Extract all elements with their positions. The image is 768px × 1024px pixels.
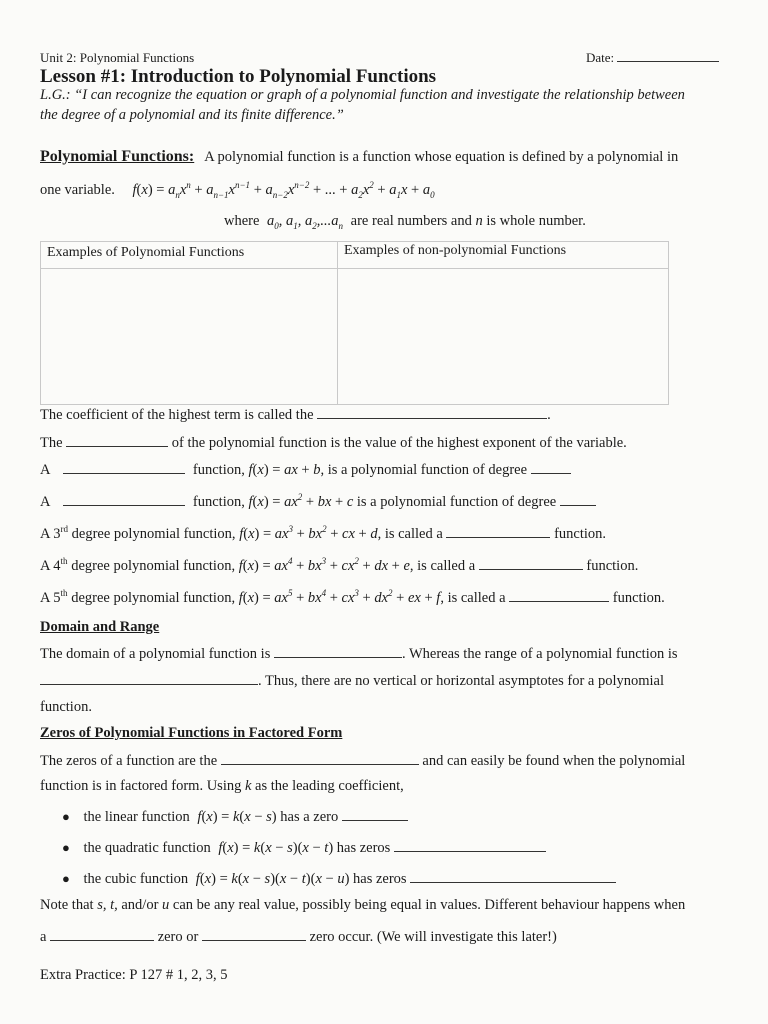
linear-formula: f	[248, 462, 253, 478]
date-blank[interactable]	[617, 48, 719, 62]
leading-coefficient-blank[interactable]	[317, 405, 547, 419]
domain-line2: . Thus, there are no vertical or horizontal asymptotes for a polynomial	[40, 671, 664, 690]
range-blank[interactable]	[40, 671, 258, 685]
zeros-line1: The zeros of a function are the and can easily be found when the polynomial	[40, 753, 686, 769]
definition-line2: one variable. $f(x) = a_nx^n + a_{n-1}x^{n-1} + a_{n-2}x^{n-2}$ + ... + $a_2x^2 + a_1x + a_0$	[40, 180, 435, 200]
bullet-linear: ● the linear function f(x) = k(x − s) has a zero	[62, 807, 408, 826]
degree-blank[interactable]	[66, 433, 168, 447]
domain-line3: function.	[40, 699, 92, 715]
zero-type-blank-2[interactable]	[202, 927, 306, 941]
quadratic-formula: f	[248, 494, 253, 510]
cubic-factored-formula: f	[195, 871, 200, 887]
examples-table	[40, 241, 669, 405]
definition-text1: A polynomial function is a function whose equation is defined by a polynomial in	[204, 149, 679, 165]
non-polynomial-examples-cell[interactable]	[338, 269, 668, 404]
date-label: Date:	[586, 50, 615, 65]
linear-degree-blank[interactable]	[531, 460, 571, 474]
quadratic-function-line: A function, $f(x) = ax^2$ + bx + c is a polynomial function of degree	[40, 492, 596, 511]
quartic-name-blank[interactable]	[479, 556, 583, 570]
quintic-formula: f	[238, 590, 243, 606]
quintic-function-line: A 5th degree polynomial function, $f(x) = ax^5 + bx^4 + cx^3 + dx^2$ + ex + f, is called a function.	[40, 588, 665, 606]
quadratic-factored-formula: f	[218, 840, 223, 856]
note-line: Note that s, t, and/or u can be any real value, possibly being equal in values. Different behaviour happens when	[40, 897, 686, 913]
quadratic-zeros-blank[interactable]	[394, 838, 546, 852]
leading-coefficient-line: The coefficient of the highest term is called the .	[40, 407, 551, 423]
linear-factored-formula: f	[197, 809, 202, 825]
quartic-formula: f	[238, 558, 243, 574]
domain-range-heading: Domain and Range	[40, 619, 160, 635]
zeros-line2: function is in factored form. Using k as the leading coefficient,	[40, 778, 404, 794]
bullet-cubic: ● the cubic function f(x) = k(x − s)(x − t)(x − u) has zeros	[62, 869, 616, 888]
zero-type-blank-1[interactable]	[50, 927, 154, 941]
date-field[interactable]	[586, 48, 719, 66]
extra-practice: Extra Practice: P 127 # 1, 2, 3, 5	[40, 967, 228, 983]
table-header-polynomial: Examples of Polynomial Functions	[47, 245, 245, 260]
zeros-heading: Zeros of Polynomial Functions in Factored Form	[40, 725, 343, 741]
unit-label: Unit 2: Polynomial Functions	[40, 50, 195, 65]
table-header-non-polynomial: Examples of non-polynomial Functions	[344, 243, 567, 258]
cubic-name-blank[interactable]	[446, 524, 550, 538]
learning-goal-line1: L.G.: “I can recognize the equation or graph of a polynomial function and investigate the relationship between	[40, 87, 685, 103]
definition-where: where $a_0$, $a_1$, $a_2,...a_n$ are real numbers and n is whole number.	[224, 213, 586, 231]
quadratic-degree-blank[interactable]	[560, 492, 596, 506]
definition-line1	[40, 148, 678, 166]
quintic-name-blank[interactable]	[509, 588, 609, 602]
learning-goal-line2: the degree of a polynomial and its finite difference.”	[40, 107, 344, 123]
bullet-quadratic: ● the quadratic function f(x) = k(x − s)(x − t) has zeros	[62, 838, 546, 857]
note-line2: a zero or zero occur. (We will investigate this later!)	[40, 929, 557, 945]
quartic-function-line: A 4th degree polynomial function, $f(x) = ax^4 + bx^3 + cx^2$ + dx + e, is called a function.	[40, 556, 639, 574]
cubic-zeros-blank[interactable]	[410, 869, 616, 883]
zeros-definition-blank[interactable]	[221, 751, 419, 765]
linear-zero-blank[interactable]	[342, 807, 408, 821]
page-title: Lesson #1: Introduction to Polynomial Functions	[40, 66, 437, 87]
linear-function-line: A function, f(x) = ax + b, is a polynomial function of degree	[40, 460, 571, 479]
definition-heading: Polynomial Functions:	[40, 148, 195, 165]
polynomial-examples-cell[interactable]	[41, 269, 337, 404]
coefficient-list: $a_0$, $a_1$, $a_2,...a_n$	[267, 213, 344, 231]
quadratic-name-blank[interactable]	[63, 492, 185, 506]
cubic-formula: f	[239, 526, 244, 542]
domain-line1: The domain of a polynomial function is . Whereas the range of a polynomial function is	[40, 646, 678, 662]
definition-text2: one variable.	[40, 182, 115, 198]
cubic-function-line: A 3rd degree polynomial function, $f(x) = ax^3 + bx^2$ + cx + d, is called a function.	[40, 524, 607, 542]
general-polynomial-formula: f	[132, 182, 137, 198]
linear-name-blank[interactable]	[63, 460, 185, 474]
domain-blank[interactable]	[274, 644, 402, 658]
degree-line: The of the polynomial function is the value of the highest exponent of the variable.	[40, 435, 627, 451]
